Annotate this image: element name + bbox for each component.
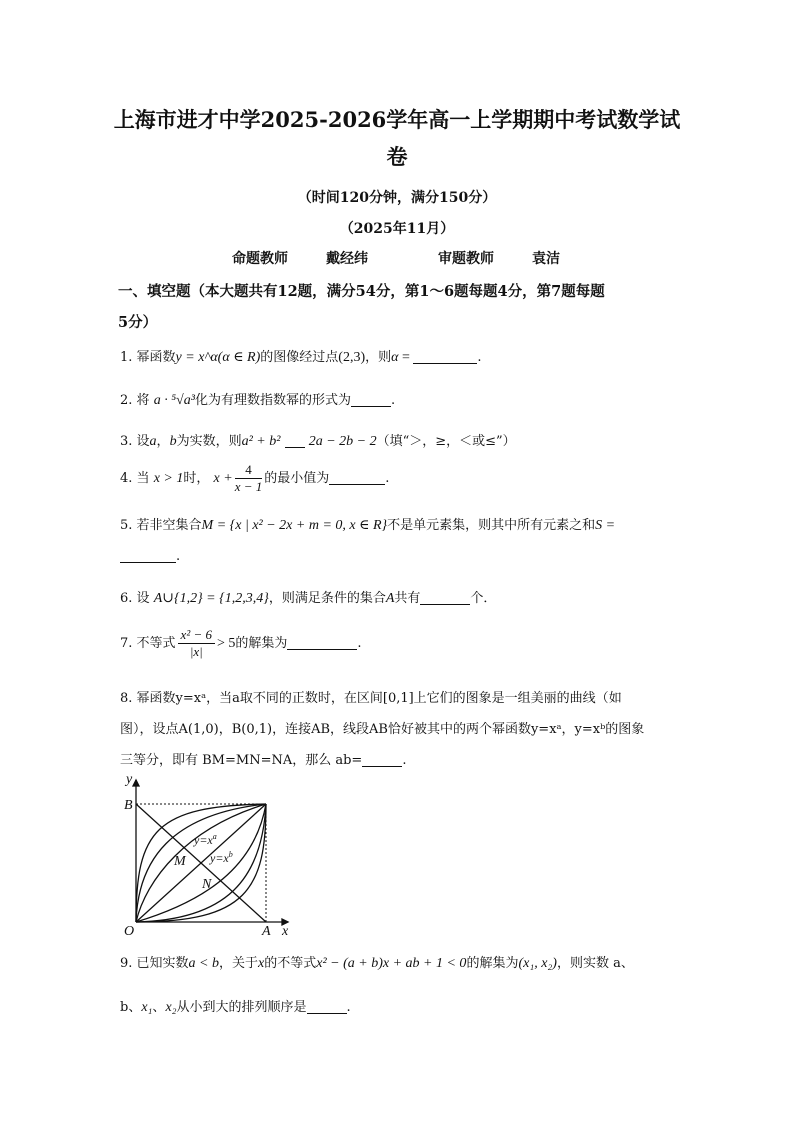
curve-a-label: $y=x^a$	[194, 832, 217, 847]
question-8-line3: 三等分，即有 BM=MN=NA，那么 ab= .	[120, 753, 407, 768]
point-a-label: A	[262, 924, 271, 939]
question-3: 3. 设a，b为实数，则a² + b² 2a − 2b − 2（填“＞，≥，＜或≤”）	[120, 434, 516, 449]
point-n-label: N	[202, 877, 212, 892]
fraction: $\frac{\text{x² − 6}}{|x|}$	[178, 627, 215, 660]
author-label: 命题教师	[232, 251, 288, 267]
answer-blank	[329, 470, 385, 485]
question-1: 1. 幂函数y = x^α(α ∈ R)的图像经过点(2,3)，则α = .	[120, 350, 482, 365]
point-m-label: M	[174, 854, 186, 869]
question-5-blank: .	[120, 548, 180, 564]
answer-blank	[120, 548, 176, 563]
question-4: 4. 当 x > 1时， x + $\frac{4}{x - 1}$ 的最小值为 .	[120, 462, 390, 494]
y-axis-label: y	[126, 772, 133, 787]
answer-blank	[351, 392, 391, 407]
page-title-continued: 卷	[386, 144, 408, 169]
question-6: 6. 设 A∪{1,2} = {1,2,3,4}，则满足条件的集合A共有 个．	[120, 591, 497, 606]
reviewer-label: 审题教师	[438, 251, 494, 267]
fraction: $\frac{4}{x - 1}$	[234, 462, 263, 494]
question-9-line2: b、x₁、x₂从小到大的排列顺序是 .	[120, 1000, 351, 1015]
reviewer-name: 袁洁	[532, 251, 560, 267]
time-info: （时间120分钟，满分150分）	[297, 190, 497, 206]
power-function-figure	[116, 770, 296, 940]
question-9: 9. 已知实数a < b，关于x的不等式x² − (a + b)x + ab + 1 < 0的解集为(x₁, x₂)，则实数 a、	[120, 956, 634, 971]
author-name: 戴经纬	[326, 251, 368, 267]
answer-blank	[307, 999, 347, 1014]
question-8-line2: 图），设点A(1,0)，B(0,1)，连接AB，线段AB恰好被其中的两个幂函数y=xᵃ，y=xᵇ的图象	[120, 722, 645, 737]
answer-blank	[413, 349, 477, 364]
section-heading: 一、填空题（本大题共有12题，满分54分，第1～6题每题4分，第7题每题	[118, 283, 605, 300]
answer-blank	[420, 590, 470, 605]
answer-blank	[287, 635, 357, 650]
date-info: （2025年11月）	[339, 221, 455, 237]
question-8-line1: 8. 幂函数y=xᵃ，当a取不同的正数时，在区间[0,1]上它们的图象是一组美丽的曲线（如	[120, 691, 622, 706]
page-title: 上海市进才中学2025-2026学年高一上学期期中考试数学试	[113, 107, 681, 132]
question-5: 5. 若非空集合M = {x | x² − 2x + m = 0, x ∈ R}不是单元素集，则其中所有元素之和S =	[120, 518, 616, 533]
curve-b-label: $y=x^b$	[210, 850, 233, 865]
point-b-label: B	[124, 798, 133, 813]
x-axis-label: x	[282, 924, 289, 939]
answer-blank	[362, 752, 402, 767]
origin-label: O	[124, 924, 135, 939]
question-2: 2. 将 a · ⁵√a³化为有理数指数幂的形式为 .	[120, 393, 396, 408]
question-7: 7. 不等式 $\frac{\text{x² − 6}}{|x|}$ > 5的解集为 .	[120, 627, 362, 659]
answer-blank	[285, 433, 305, 448]
section-heading-continued: 5分）	[118, 314, 158, 331]
y-axis-arrow-icon	[133, 780, 139, 786]
